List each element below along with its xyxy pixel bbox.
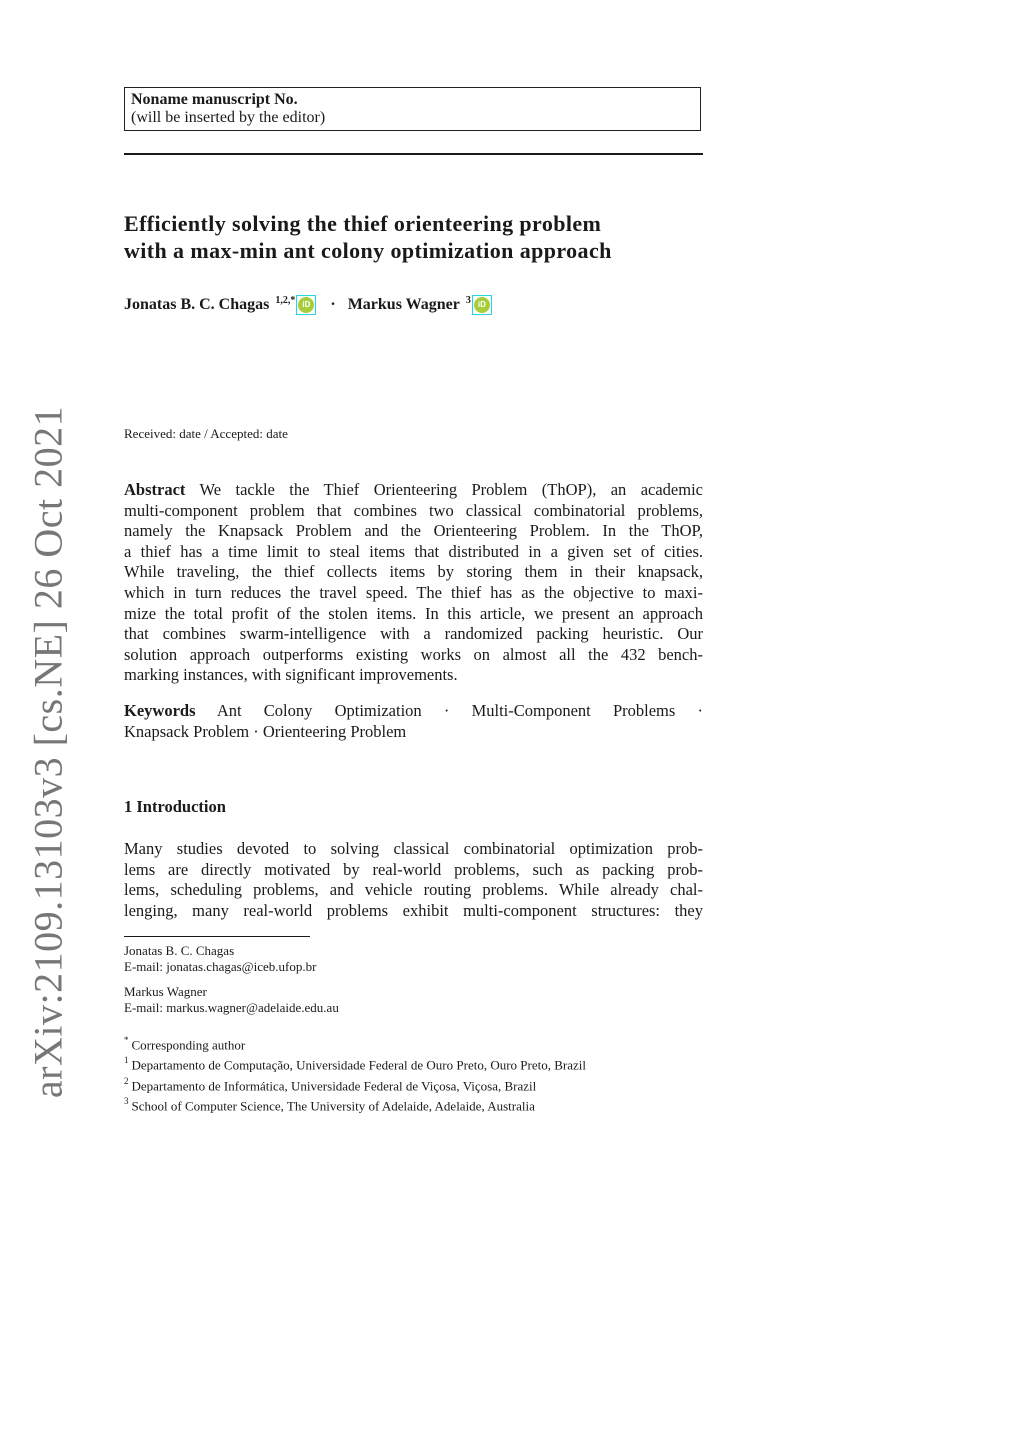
abstract bbox=[124, 480, 703, 686]
abstract-line: a thief has a time limit to steal items that distributed in a given set of cities. bbox=[124, 541, 703, 561]
editor-note: (will be inserted by the editor) bbox=[131, 109, 326, 126]
title-line: with a max-min ant colony optimization approach bbox=[124, 238, 612, 263]
author-name: Jonatas B. C. Chagas bbox=[124, 296, 270, 313]
section-heading: 1 Introduction bbox=[124, 797, 226, 816]
keywords bbox=[124, 701, 703, 742]
footnote-email[interactable]: E-mail: markus.wagner@adelaide.edu.au bbox=[124, 1000, 339, 1015]
arxiv-identifier-stamp: arXiv:2109.13103v3 [cs.NE] 26 Oct 2021 bbox=[25, 405, 71, 1099]
abstract-line: multi-component problem that combines two classical combinatorial problems, bbox=[124, 500, 703, 520]
author-affiliation-marks: 1,2,* bbox=[275, 294, 296, 306]
abstract-line: Abstract We tackle the Thief Orienteering Problem (ThOP), an academic bbox=[124, 480, 703, 499]
abstract-label: Abstract bbox=[124, 480, 186, 499]
footnote-item: $^3$ School of Computer Science, The University of Adelaide, Adelaide, Australia bbox=[124, 1095, 535, 1114]
paper-title bbox=[124, 210, 764, 264]
author-name: Markus Wagner bbox=[347, 296, 460, 313]
author2-contact bbox=[124, 984, 339, 1016]
affiliation-notes bbox=[124, 1033, 586, 1114]
body-line: Many studies devoted to solving classical combinatorial optimization prob- bbox=[124, 839, 703, 858]
manuscript-number-box bbox=[124, 87, 701, 131]
footnote-item: * Corresponding author bbox=[124, 1035, 246, 1053]
footnote-item: $^2$ Departamento de Informática, Universidade Federal de Viçosa, Viçosa, Brazil bbox=[124, 1075, 537, 1093]
footnote-email[interactable]: E-mail: jonatas.chagas@iceb.ufop.br bbox=[124, 959, 317, 974]
author1-contact bbox=[124, 943, 316, 975]
manuscript-label: Noname manuscript No. bbox=[131, 91, 298, 108]
keywords-line: Knapsack Problem · Orienteering Problem bbox=[124, 721, 407, 741]
abstract-line: marking instances, with significant improvements. bbox=[124, 665, 458, 685]
received-date: Received: date / Accepted: date bbox=[124, 426, 288, 441]
header-rule bbox=[124, 153, 703, 155]
orcid-icon[interactable]: iD bbox=[296, 295, 316, 315]
author-separator: · bbox=[330, 296, 336, 313]
abstract-line: solution approach outperforms existing works on almost all the 432 bench- bbox=[124, 644, 703, 664]
footnote-author-name: Jonatas B. C. Chagas bbox=[124, 943, 235, 958]
title-line: Efficiently solving the thief orienteering problem bbox=[124, 211, 602, 236]
abstract-line: namely the Knapsack Problem and the Orienteering Problem. In the ThOP, bbox=[124, 521, 703, 541]
body-line: lenging, many real-world problems exhibit multi-component structures: they bbox=[124, 900, 703, 920]
abstract-line: mize the total profit of the stolen items. In this article, we present an approach bbox=[124, 603, 703, 623]
abstract-line: While traveling, the thief collects items by storing them in their knapsack, bbox=[124, 562, 703, 582]
abstract-line: which in turn reduces the travel speed. The thief has as the objective to maxi- bbox=[124, 582, 703, 602]
introduction-paragraph bbox=[124, 839, 703, 921]
author-list bbox=[124, 292, 494, 318]
footnote-author-name: Markus Wagner bbox=[124, 984, 207, 999]
footnote-rule bbox=[124, 936, 310, 937]
keywords-line: Keywords Ant Colony Optimization · Multi-Component Problems · bbox=[124, 701, 703, 720]
orcid-icon[interactable]: iD bbox=[472, 295, 492, 315]
footnote-item: $^1$ Departamento de Computação, Universidade Federal de Ouro Preto, Ouro Preto, Brazil bbox=[124, 1055, 586, 1073]
body-line: lems, scheduling problems, and vehicle routing problems. While already chal- bbox=[124, 880, 703, 900]
keywords-label: Keywords bbox=[124, 701, 196, 720]
author-affiliation-marks: 3 bbox=[465, 294, 471, 306]
body-line: lems are directly motivated by real-world problems, such as packing prob- bbox=[124, 859, 703, 879]
abstract-line: that combines swarm-intelligence with a randomized packing heuristic. Our bbox=[124, 624, 703, 644]
